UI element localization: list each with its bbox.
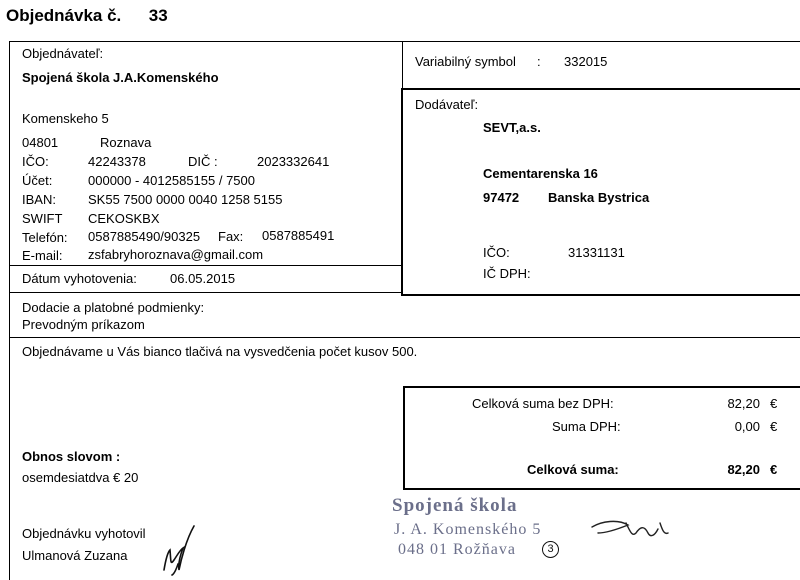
signature-director bbox=[588, 515, 678, 545]
divider-date-top bbox=[9, 265, 402, 266]
terms-label: Dodacie a platobné podmienky: bbox=[22, 300, 205, 315]
vat-value: 0,00 bbox=[734, 419, 760, 434]
frame-left bbox=[9, 41, 10, 580]
customer-account-label: Účet: bbox=[22, 173, 53, 188]
divider-order-top bbox=[9, 337, 800, 338]
issue-date: 06.05.2015 bbox=[170, 271, 236, 286]
customer-dic: 2023332641 bbox=[257, 154, 330, 169]
customer-zip: 04801 bbox=[22, 135, 59, 150]
issued-by-name: Ulmanová Zuzana bbox=[22, 548, 128, 563]
customer-swift-label: SWIFT bbox=[22, 211, 63, 226]
vat-label: Suma DPH: bbox=[552, 419, 621, 434]
customer-account: 000000 - 4012585155 / 7500 bbox=[88, 173, 255, 188]
currency-2: € bbox=[770, 419, 778, 434]
customer-city: Roznava bbox=[100, 135, 152, 150]
customer-email: zsfabryhoroznava@gmail.com bbox=[88, 247, 264, 262]
supplier-label: Dodávateľ: bbox=[415, 97, 479, 112]
supplier-box-bottom bbox=[401, 294, 800, 296]
signature-issuer bbox=[158, 520, 204, 576]
supplier-ico: 31331131 bbox=[568, 245, 625, 260]
total-without-vat-value: 82,20 bbox=[727, 396, 760, 411]
totals-box-top bbox=[403, 386, 800, 388]
currency-1: € bbox=[770, 396, 778, 411]
order-number: 33 bbox=[148, 6, 168, 25]
order-text: Objednávame u Vás bianco tlačivá na vysvedčenia počet kusov 500. bbox=[22, 344, 418, 359]
total-without-vat-label: Celková suma bez DPH: bbox=[472, 396, 614, 411]
supplier-street: Cementarenska 16 bbox=[483, 166, 598, 181]
customer-iban: SK55 7500 0000 0040 1258 5155 bbox=[88, 192, 283, 207]
customer-dic-label: DIČ : bbox=[188, 154, 218, 169]
customer-street: Komenskeho 5 bbox=[22, 111, 109, 126]
variable-symbol-label: Variabilný symbol bbox=[415, 54, 516, 69]
divider-vertical bbox=[402, 41, 403, 88]
stamp-line-3: 048 01 Rožňava bbox=[398, 541, 516, 558]
variable-symbol-value: 332015 bbox=[564, 54, 608, 69]
supplier-icdph-label: IČ DPH: bbox=[483, 266, 531, 281]
supplier-city: Banska Bystrica bbox=[548, 190, 650, 205]
customer-iban-label: IBAN: bbox=[22, 192, 56, 207]
divider-terms-top bbox=[9, 292, 402, 293]
currency-3: € bbox=[770, 462, 778, 477]
customer-email-label: E-mail: bbox=[22, 248, 63, 263]
amount-words-label: Obnos slovom : bbox=[22, 449, 121, 464]
customer-swift: CEKOSKBX bbox=[88, 211, 160, 226]
totals-box-left bbox=[403, 386, 405, 490]
issued-by-label: Objednávku vyhotovil bbox=[22, 526, 146, 541]
title-label: Objednávka č. bbox=[6, 6, 122, 25]
supplier-name: SEVT,a.s. bbox=[483, 120, 541, 135]
customer-ico: 42243378 bbox=[88, 154, 146, 169]
customer-ico-label: IČO: bbox=[22, 154, 49, 169]
supplier-ico-label: IČO: bbox=[483, 245, 510, 260]
stamp-line-1: Spojená škola bbox=[392, 495, 518, 516]
divider-vs bbox=[402, 88, 800, 90]
customer-fax: 0587885491 bbox=[262, 228, 335, 243]
issue-date-label: Dátum vyhotovenia: bbox=[22, 271, 137, 286]
customer-name: Spojená škola J.A.Komenského bbox=[22, 70, 219, 85]
totals-box-bottom bbox=[403, 488, 800, 490]
stamp-line-2: J. A. Komenského 5 bbox=[394, 521, 542, 538]
supplier-zip: 97472 bbox=[483, 190, 520, 205]
frame-top bbox=[9, 41, 800, 42]
stamp-number: 3 bbox=[542, 541, 559, 558]
amount-words-value: osemdesiatdva € 20 bbox=[22, 470, 139, 485]
total-label: Celková suma: bbox=[527, 462, 619, 477]
customer-phone-label: Telefón: bbox=[22, 230, 68, 245]
customer-label: Objednávateľ: bbox=[22, 46, 104, 61]
variable-symbol-colon: : bbox=[537, 54, 541, 69]
document-title bbox=[6, 6, 168, 26]
total-value: 82,20 bbox=[727, 462, 760, 477]
customer-fax-label: Fax: bbox=[218, 229, 244, 244]
terms-value: Prevodným príkazom bbox=[22, 317, 145, 332]
customer-phone: 0587885490/90325 bbox=[88, 229, 201, 244]
